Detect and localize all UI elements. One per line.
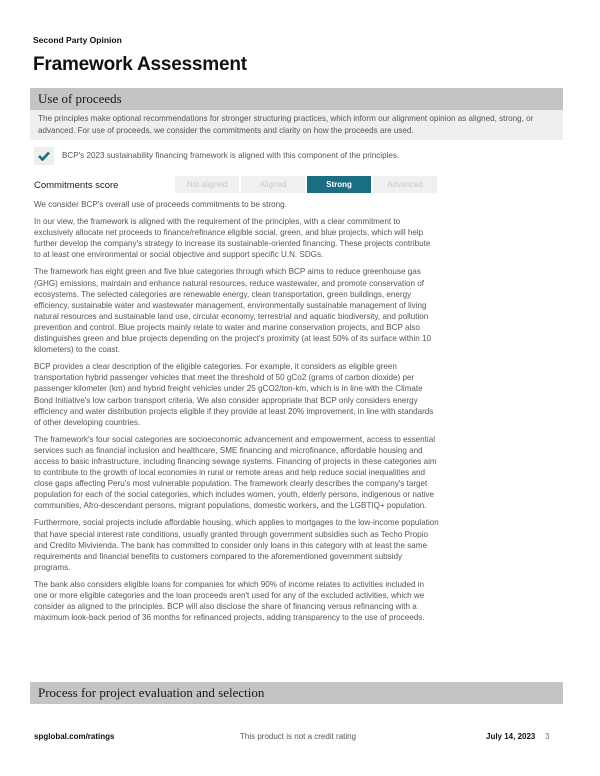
paragraph: The bank also considers eligible loans for companies for which 90% of income relates to activities included in one or more eligible categories and the loan proceeds aren't used for any of the excluded activities, which we consider as aligned to the principles. BCP will also disclose the share of financing versus refinancing with a maximum look-back period of 36 months for refinanced projects, adding transparency to the use of proceeds.: [34, 579, 425, 623]
section-heading-project-evaluation: Process for project evaluation and selection: [30, 682, 563, 704]
paragraph: BCP provides a clear description of the eligible categories. For example, it considers as eligible green transportation hybrid passenger vehicles that meet the threshold of 50 gCo2 (grams of carbon dioxide) per passenger kilometer (km) and hybrid freight vehicles under 25 gCO2/ton-km, which is in line with the Climate Bond Initiative's low carbon transport criteria. We also consider appropriate that BCP only considers energy efficiency and water distribution projects eligible if they provide at least 20% improvement, in line with standards of other developing countries.: [34, 362, 434, 427]
footer-disclaimer: This product is not a credit rating: [240, 732, 357, 741]
footer-date: July 14, 2023: [486, 732, 536, 741]
paragraph: The framework has eight green and five blue categories through which BCP aims to reduce greenhouse gas (GHG) emissions, maintain and enhance natural resources, reduce wastewater, and promote conservation of ecosystems. The selected categories are renewable energy, clean transportation, green buildings, energy efficiency, sustainable water and wastewater management, environmentally sustainable management of living natural resources and sustainable land use, circular economy, terrestrial and aquatic biodiversity, and pollution prevention and control. Blue projects mainly relate to water and marine conservation projects, and BCP also distinguishes green and blue projects depending on the project's proximity (at least 50% of its surface within 10 kilometers) to the coast.: [34, 267, 432, 355]
page-title: Framework Assessment: [33, 54, 247, 75]
alignment-check: [34, 147, 54, 165]
section-intro: The principles make optional recommendations for stronger structuring practices, which inform our alignment opinion as aligned, strong, or advanced. For use of proceeds, we consider the commitments and clarity on how the proceeds are used.: [30, 110, 563, 140]
commitments-score-label: Commitments score: [34, 180, 119, 191]
score-option-not-aligned: Not aligned: [175, 176, 239, 193]
alignment-statement: BCP's 2023 sustainability financing framework is aligned with this component of the principles.: [62, 151, 400, 160]
score-option-strong: Strong: [307, 176, 371, 193]
page-number: 3: [545, 732, 550, 741]
paragraph: Furthermore, social projects include affordable housing, which applies to mortgages to the low-income population that have special interest rate conditions, usually granted through government subsidies such as Techo Propio and Credito Mivivienda. The bank has committed to consider only loans in this category with at least the same requirements and financial benefits to customers compared to the aforementioned government subsidy programs.: [34, 518, 439, 572]
commitments-score-scale: [175, 176, 439, 193]
section-heading-use-of-proceeds: Use of proceeds: [30, 88, 563, 110]
paragraph: We consider BCP's overall use of proceeds commitments to be strong.: [34, 200, 287, 209]
paragraph: In our view, the framework is aligned with the requirement of the principles, with a clear commitment to exclusively allocate net proceeds to finance/refinance eligible social, green, and blue projects, which will help further develop the company's strategy to increase its sustainable-oriented financing. These projects contribute to at least one environmental or social objective and support specific U.N. SDGs.: [34, 217, 431, 260]
paragraph: The framework's four social categories are socioeconomic advancement and empowerment, access to essential services such as financial inclusion and healthcare, SME financing and microfinance, affordable housing and access to basic infrastructure, including financing sewage systems. Financing of projects in these categories aim to contribute to the growth of local economies in rural or remote areas and help reduce social inequalities and close gaps affecting Peru's most vulnerable population. The framework clearly describes the company's target population for each of the social categories, which includes women, youth, elderly persons, indigenous or native communities, Afro-descendant persons, migrant populations, domestic workers, and the LGBTIQ+ population.: [34, 434, 437, 511]
body-text: [34, 199, 439, 629]
score-option-advanced: Advanced: [373, 176, 437, 193]
score-option-aligned: Aligned: [241, 176, 305, 193]
checkmark-icon: [38, 151, 50, 161]
footer-site-link[interactable]: spglobal.com/ratings: [34, 732, 115, 741]
document-eyebrow: Second Party Opinion: [33, 35, 122, 45]
